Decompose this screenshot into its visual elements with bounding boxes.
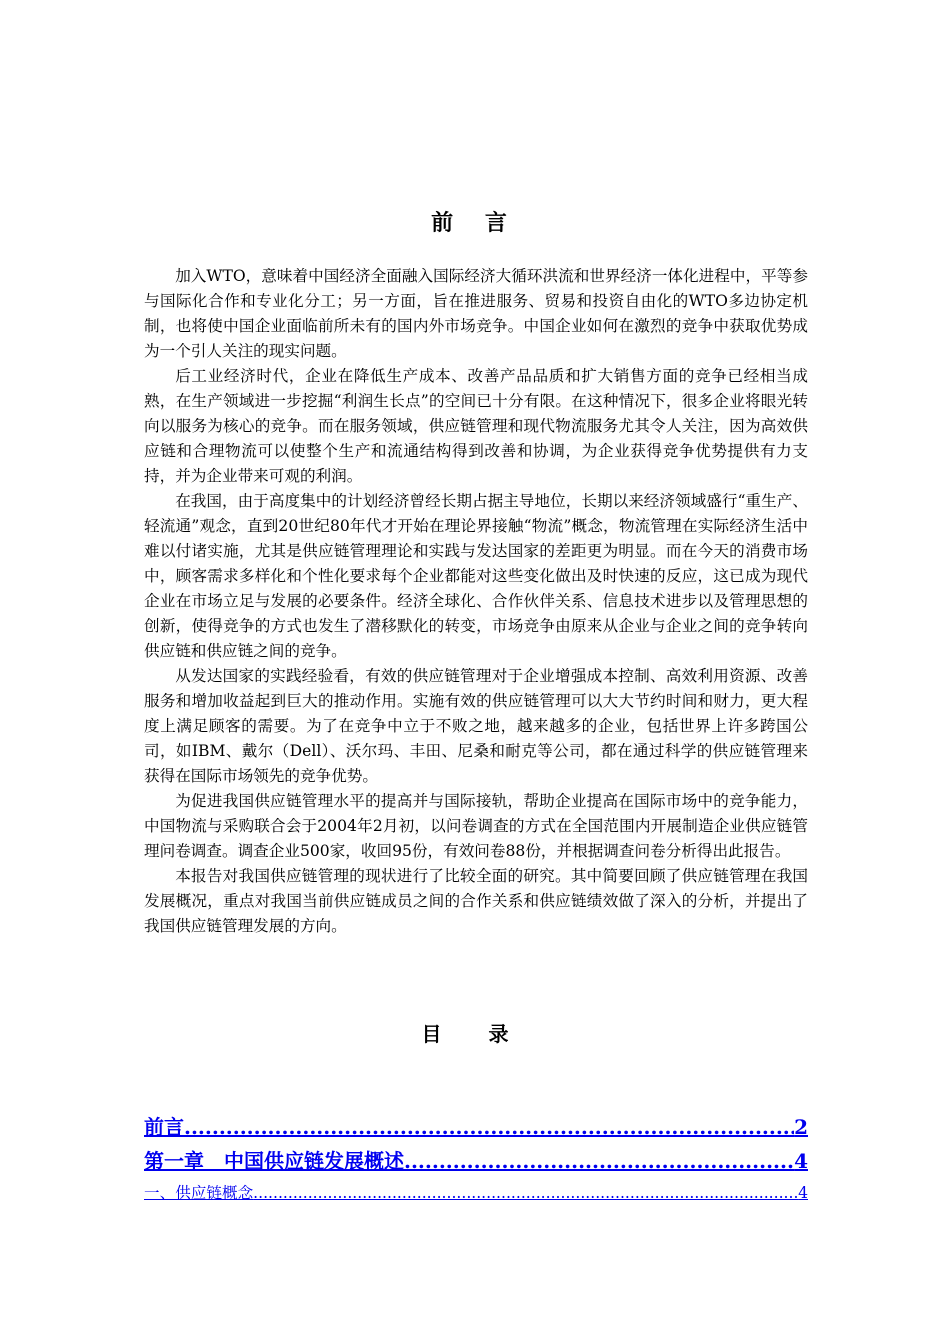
preface-paragraph: 本报告对我国供应链管理的现状进行了比较全面的研究。其中简要回顾了供应链管理在我国发展概况，重点对我国当前供应链成员之间的合作关系和供应链绩效做了深入的分析，并提出了我国供应链管理发展的方向。 [144, 867, 808, 935]
toc-entry-page: 4 [798, 1184, 808, 1202]
toc-entry-section-1[interactable] [144, 1178, 808, 1208]
toc-leader-dots [184, 1110, 794, 1144]
toc-entry-label: 第一章 中国供应链发展概述 [144, 1149, 404, 1173]
preface-title: 前 言 [431, 210, 519, 236]
preface-paragraph: 为促进我国供应链管理水平的提高并与国际接轨，帮助企业提高在国际市场中的竞争能力，中国物流与采购联合会于2004年2月初，以问卷调查的方式在全国范围内开展制造企业供应链管理问卷调查。调查企业500家，收回95份，有效问卷88份，并根据调查问卷分析得出此报告。 [144, 792, 808, 860]
table-of-contents [144, 1110, 808, 1208]
toc-entry-page: 2 [794, 1115, 808, 1139]
toc-title: 目 录 [421, 1022, 529, 1046]
preface-paragraph: 在我国，由于高度集中的计划经济曾经长期占据主导地位，长期以来经济领域盛行“重生产、轻流通”观念，直到20世纪80年代才开始在理论界接触“物流”概念，物流管理在实际经济生活中难以付诸实施，尤其是供应链管理理论和实践与发达国家的差距更为明显。而在今天的消费市场中，顾客需求多样化和个性化要求每个企业都能对这些变化做出及时快速的反应，这已成为现代企业在市场立足与发展的必要条件。经济全球化、合作伙伴关系、信息技术进步以及管理思想的创新，使得竞争的方式也发生了潜移默化的转变，市场竞争由原来从企业与企业之间的竞争转向供应链和供应链之间的竞争。 [144, 492, 808, 660]
preface-paragraph: 加入WTO，意味着中国经济全面融入国际经济大循环洪流和世界经济一体化进程中，平等参与国际化合作和专业化分工；另一方面，旨在推进服务、贸易和投资自由化的WTO多边协定机制，也将使中国企业面临前所未有的国内外市场竞争。中国企业如何在激烈的竞争中获取优势成为一个引人关注的现实问题。 [144, 267, 808, 360]
preface-paragraph: 后工业经济时代，企业在降低生产成本、改善产品品质和扩大销售方面的竞争已经相当成熟，在生产领域进一步挖掘“利润生长点”的空间已十分有限。在这种情况下，很多企业将眼光转向以服务为核心的竞争。而在服务领域，供应链管理和现代物流服务尤其令人关注，因为高效供应链和合理物流可以使整个生产和流通结构得到改善和协调，为企业获得竞争优势提供有力支持，并为企业带来可观的利润。 [144, 367, 808, 485]
toc-entry-page: 4 [794, 1149, 808, 1173]
preface-paragraph: 从发达国家的实践经验看，有效的供应链管理对于企业增强成本控制、高效利用资源、改善服务和增加收益起到巨大的推动作用。实施有效的供应链管理可以大大节约时间和财力，更大程度上满足顾客的需要。为了在竞争中立于不败之地，越来越多的企业，包括世界上许多跨国公司，如IBM、戴尔（Dell）、沃尔玛、丰田、尼桑和耐克等公司，都在通过科学的供应链管理来获得在国际市场领先的竞争优势。 [144, 667, 808, 785]
toc-entry-label: 前言 [144, 1115, 184, 1139]
preface-body [144, 264, 808, 939]
toc-leader-dots [253, 1178, 798, 1208]
toc-entry-preface[interactable] [144, 1110, 808, 1144]
toc-leader-dots [404, 1144, 794, 1178]
toc-entry-chapter-1[interactable] [144, 1144, 808, 1178]
toc-entry-label: 一、供应链概念 [144, 1184, 254, 1202]
